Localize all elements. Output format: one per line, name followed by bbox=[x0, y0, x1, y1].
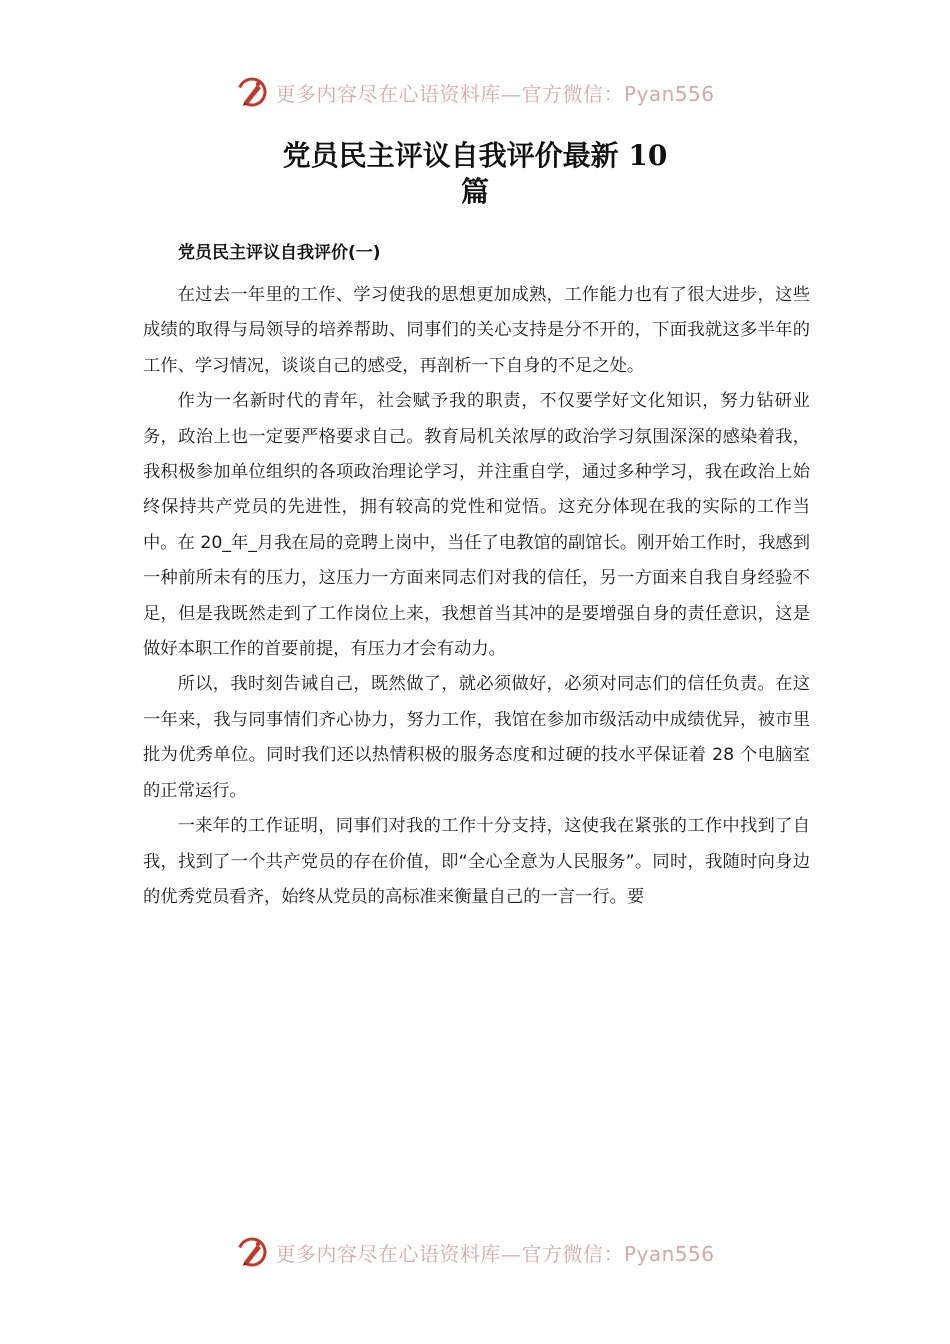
document-body bbox=[143, 278, 810, 915]
watermark-wechat-id: Pyan556 bbox=[623, 81, 715, 106]
watermark-wechat-id: Pyan556 bbox=[623, 1241, 715, 1266]
title-line-1: 党员民主评议自我评价最新 10 bbox=[282, 139, 668, 172]
paragraph: 所以，我时刻告诫自己，既然做了，就必须做好，必须对同志们的信任负责。在这一年来，我与同事情们齐心协力，努力工作，我馆在参加市级活动中成绩优异，被市里批为优秀单位。同时我们还以热情积极的服务态度和过硬的技水平保证着 28 个电脑室的正常运行。 bbox=[143, 674, 810, 801]
watermark-dash: — bbox=[500, 81, 522, 106]
header-watermark bbox=[0, 72, 950, 112]
section-heading: 党员民主评议自我评价(一) bbox=[178, 243, 381, 263]
watermark-text bbox=[275, 1238, 714, 1267]
paragraph: 在过去一年里的工作、学习使我的思想更加成熟，工作能力也有了很大进步，这些成绩的取得与局领导的培养帮助、同事们的关心支持是分不开的，下面我就这多半年的工作、学习情况，谈谈自己的感受，再剖析一下自身的不足之处。 bbox=[143, 285, 810, 376]
watermark-wechat-label: 官方微信： bbox=[521, 1241, 624, 1266]
watermark-dash: — bbox=[500, 1241, 522, 1266]
title-line-2: 篇 bbox=[460, 175, 489, 208]
watermark-wechat-label: 官方微信： bbox=[521, 81, 624, 106]
watermark-main-text: 更多内容尽在心语资料库 bbox=[275, 1241, 501, 1266]
pen-logo-icon bbox=[235, 1235, 269, 1269]
paragraph: 作为一名新时代的青年，社会赋予我的职责，不仅要学好文化知识，努力钻研业务，政治上也一定要严格要求自己。教育局机关浓厚的政治学习氛围深深的感染着我，我积极参加单位组织的各项政治理论学习，并注重自学，通过多种学习，我在政治上始终保持共产党员的先进性，拥有较高的党性和觉悟。这充分体现在我的实际的工作当中。在 20_年_月我在局的竞聘上岗中，当任了电教馆的副馆长。刚开始工作时，我感到一种前所未有的压力，这压力一方面来同志们对我的信任，另一方面来自我自身经验不足，但是我既然走到了工作岗位上来，我想首当其冲的是要增强自身的责任意识，这是做好本职工作的首要前提，有压力才会有动力。 bbox=[143, 391, 810, 660]
footer-watermark bbox=[0, 1232, 950, 1272]
watermark-main-text: 更多内容尽在心语资料库 bbox=[275, 81, 501, 106]
paragraph: 一来年的工作证明，同事们对我的工作十分支持，这使我在紧张的工作中找到了自我，找到了一个共产党员的存在价值，即“全心全意为人民服务”。同时，我随时向身边的优秀党员看齐，始终从党员的高标准来衡量自己的一言一行。要 bbox=[143, 816, 810, 907]
pen-logo-icon bbox=[235, 75, 269, 109]
document-title bbox=[0, 138, 950, 210]
watermark-text bbox=[275, 78, 714, 107]
